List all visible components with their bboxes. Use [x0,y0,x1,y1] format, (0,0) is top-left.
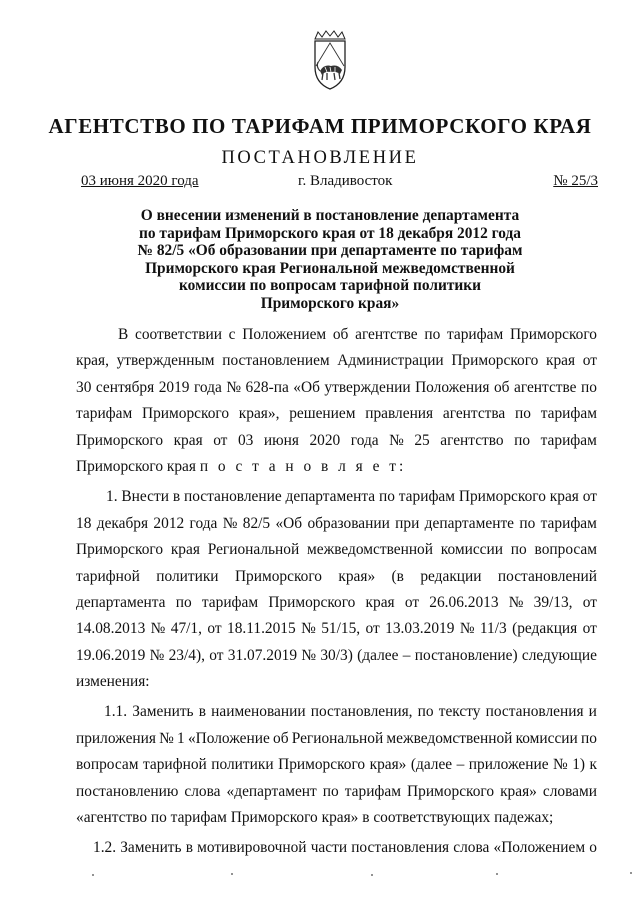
text-line [76,779,597,805]
word: Региональной [291,729,384,747]
text-line [76,590,597,616]
word: и [588,703,597,721]
word: постановление) [414,646,518,664]
word: постановления [351,839,450,857]
word: по [424,326,441,343]
word: № [149,646,165,664]
word: тарифам [446,326,504,343]
word: Приморского [407,782,495,800]
word: о [589,839,597,857]
text-line [76,484,597,510]
word: 31.07.2019 [227,646,298,664]
word: по [175,593,192,611]
word: по [322,782,339,800]
word: агентстве [514,378,577,396]
word: по [417,703,434,721]
word: № [389,431,404,449]
word: от [582,352,597,370]
item-1-1-paragraph [76,699,597,831]
word: в [185,839,193,857]
word: № [222,514,238,532]
word: «Об [293,378,320,396]
word: края» [369,756,407,774]
word: 2020 [309,431,341,449]
word: Приморского [142,405,230,423]
text-line [76,564,597,590]
word: 25 [414,431,430,449]
text-line [76,322,597,348]
subject-line: № 82/5 «Об образовании при департаменте по тарифам [137,242,523,260]
word: 39/13, [533,593,573,611]
word: края [173,431,203,449]
item-1-2-paragraph [76,835,597,861]
word: межведомственной [307,541,433,559]
document-body [76,322,597,862]
word: комиссии [440,541,503,559]
word: словами [542,782,597,800]
document-date: 03 июня 2020 года [81,173,199,189]
word: от [404,593,420,611]
word: политики [211,756,274,774]
preamble-end-text: Приморского края [76,457,196,475]
word: утверждении [324,378,411,396]
word: тарифам [540,405,597,423]
text-line [76,537,597,563]
word: по [378,488,395,506]
word: Региональной [207,541,300,559]
word: «Об [275,514,303,532]
word: 19.06.2019 [76,646,146,664]
word: решением [289,405,356,423]
word: Администрации [337,352,444,370]
word: 2012 [153,514,185,532]
text-line [76,375,597,401]
word: редакции [420,567,482,585]
agency-name: АГЕНТСТВО ПО ТАРИФАМ ПРИМОРСКОГО КРАЯ [48,114,592,138]
word: Приморского [458,488,546,506]
word: № [508,593,524,611]
word: 18 [76,514,92,532]
word: Приморского [268,593,356,611]
resolves-word: п о с т а н о в л я е т: [199,457,407,475]
word: об [332,326,349,343]
word: агентства [442,405,506,423]
word: агентство [440,431,504,449]
word: от [209,646,224,664]
word: (в [391,567,404,585]
word: Приморского [76,431,164,449]
word: слова [184,782,221,800]
word: тексту [438,703,481,721]
word: в [198,703,206,721]
word: части [310,839,348,857]
word: края» [338,567,376,585]
word: постановлению [76,782,179,800]
text-line [76,699,597,725]
item-1-paragraph [76,484,597,695]
preamble-final-line [76,454,597,480]
word: от [365,620,380,638]
word: 47/1, [170,620,202,638]
word: сентября [95,378,155,396]
item-1-1-final-line: «агентство по тарифам Приморского края» в соответствующих падежах; [76,809,554,827]
scan-specks [0,868,640,880]
text-line [76,401,597,427]
word: 26.06.2013 [429,593,499,611]
text-line [76,835,597,861]
word: постановлений [497,567,597,585]
word: приложение [468,756,549,774]
word: «Положение [187,729,270,747]
word: тарифам [540,514,597,532]
word: по [515,405,531,423]
word: 1.1. [104,703,128,721]
word: 30/3) [320,646,353,664]
word: департамента [76,593,166,611]
word: июня [263,431,299,449]
word: В [118,326,129,343]
word: в [172,488,181,506]
word: слова [453,839,490,857]
word: (далее [410,756,453,774]
word: тарифам [76,405,133,423]
word: от [207,620,222,638]
word: 1) [572,756,586,774]
text-line [76,511,597,537]
text-line [76,643,597,669]
word: тарифной [142,756,207,774]
word: – [402,646,411,664]
word: Приморского [509,326,597,343]
word: от [213,431,228,449]
word: по [580,729,597,747]
word: года [350,431,379,449]
word: наименовании [211,703,306,721]
word: 03 [237,431,254,449]
word: № [226,378,241,396]
word: Приморского [234,567,322,585]
word: постановления, [310,703,413,721]
word: (редакция [512,620,578,638]
word: № [159,729,174,747]
word: агентстве [355,326,418,343]
word: 18.11.2015 [227,620,296,638]
word: тарифной [76,567,140,585]
word: от [582,620,597,638]
document-subject [120,207,540,313]
word: об [493,378,510,396]
word: постановления [485,703,584,721]
word: 23/4), [168,646,205,664]
word: 1. [106,488,118,506]
word: Заменить [132,703,194,721]
word: приложения [76,729,156,747]
item-1-final-line: изменения: [76,673,150,691]
word: Заменить [120,839,182,857]
word: № [301,646,317,664]
word: следующие [521,646,597,664]
subject-line: комиссии по вопросам тарифной политики [179,277,481,295]
word: Приморского [278,756,366,774]
word: к [589,756,597,774]
word: от [582,593,597,611]
word: тарифам [344,782,401,800]
word: края [365,593,395,611]
preamble-paragraph [76,322,597,480]
text-line [76,752,597,778]
word: утвержденным [116,352,215,370]
text-line [76,348,597,374]
word: департамента [285,488,376,506]
word: 11/3 [479,620,507,638]
word: 82/5 [242,514,271,532]
word: № [301,620,316,638]
word: правления [365,405,434,423]
subject-line: О внесении изменений в постановление департамента [140,207,520,224]
word: года [193,378,222,396]
word: постановление [183,488,282,506]
word: постановлением [222,352,330,370]
word: края», [238,405,280,423]
word: с [228,326,236,343]
word: Приморского [451,352,539,370]
word: Положением [242,326,327,343]
word: 1 [177,729,185,747]
word: соответствии [134,326,222,343]
word: № [150,620,166,638]
word: от [582,488,597,506]
word: края [545,352,576,370]
word: Положения [415,378,490,396]
word: образовании [307,514,390,532]
word: 51/15, [321,620,361,638]
word: 13.03.2019 [385,620,455,638]
word: (далее [357,646,399,664]
text-line [76,616,597,642]
word: 14.08.2013 [76,620,146,638]
document-type: ПОСТАНОВЛЕНИЕ [221,148,419,168]
word: тарифам [201,593,259,611]
document-city: г. Владивосток [298,173,393,189]
word: края [549,488,579,506]
word: Приморского [76,541,164,559]
word: тарифам [540,431,597,449]
word: об [273,729,289,747]
word: № [459,620,475,638]
coat-of-arms-icon [309,29,351,91]
word: по [519,514,536,532]
word: 2019 [158,378,190,396]
text-line [76,726,597,752]
subject-line: по тарифам Приморского края от 18 декабря 2012 года [138,224,521,242]
document-number: № 25/3 [553,173,598,189]
word: № [553,756,568,774]
word: Внести [121,488,169,506]
word: 1.2. [93,839,117,857]
word: комиссии [515,729,578,747]
word: «департамент [226,782,317,800]
subject-line: Приморского края» [260,294,400,312]
word: края» [500,782,537,800]
word: межведомственной [386,729,513,747]
word: по [510,541,527,559]
word: – [456,756,465,774]
word: тарифам [398,488,455,506]
word: края [170,541,200,559]
word: вопросам [534,541,597,559]
word: 628-па [245,378,289,396]
word: политики [156,567,219,585]
word: мотивировочной [197,839,307,857]
word: вопросам [76,756,139,774]
word: декабря [96,514,149,532]
word: года [189,514,218,532]
text-line [76,428,597,454]
word: 30 [76,378,92,396]
word: департаменте [424,514,515,532]
word: края, [76,352,109,370]
word: при [395,514,420,532]
word: по [514,431,531,449]
subject-line: Приморского края Региональной межведомственной [145,259,515,277]
word: «Положением [493,839,586,857]
word: по [581,378,597,396]
